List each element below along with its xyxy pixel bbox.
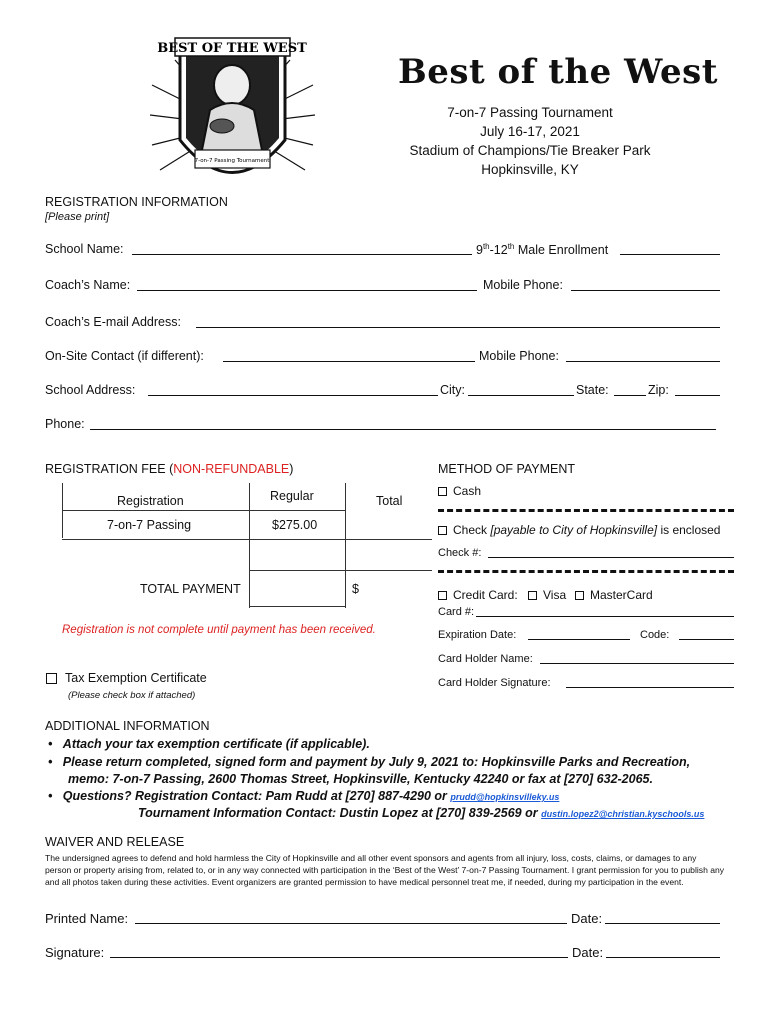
fee-table [62, 483, 432, 608]
mastercard-checkbox[interactable] [575, 591, 584, 600]
city-field[interactable] [468, 395, 574, 396]
coach-name-label: Coach’s Name: [45, 278, 131, 292]
signature-label: Signature: [45, 945, 105, 960]
code-label: Code: [640, 629, 670, 641]
tax-exemption-note: (Please check box if attached) [68, 690, 196, 701]
city-label: City: [440, 383, 465, 397]
mastercard-option[interactable]: MasterCard [575, 588, 653, 602]
bullet-2: • Please return completed, signed form and payment by July 9, 2021 to: Hopkinsville Parks and Recreation, [48, 755, 691, 769]
onsite-contact-label: On-Site Contact (if different): [45, 349, 204, 363]
credit-card-option[interactable]: Credit Card: [438, 588, 518, 602]
registration-subheading: [Please print] [45, 211, 110, 223]
header-line-4: Hopkinsville, KY [481, 162, 579, 177]
bullet-2-cont: memo: 7-on-7 Passing, 2600 Thomas Street, Hopkinsville, Kentucky 42240 or fax at [270] 632-2065. [68, 772, 653, 786]
tax-exemption-option[interactable]: Tax Exemption Certificate [46, 671, 207, 685]
fee-row-price: $275.00 [272, 518, 318, 532]
col-total: Total [376, 494, 403, 508]
visa-checkbox[interactable] [528, 591, 537, 600]
school-address-field[interactable] [148, 395, 438, 396]
zip-field[interactable] [675, 395, 720, 396]
waiver-heading: WAIVER AND RELEASE [45, 835, 185, 849]
date-2-label: Date: [572, 945, 604, 960]
credit-card-checkbox[interactable] [438, 591, 447, 600]
mobile-phone-label: Mobile Phone: [483, 278, 563, 292]
bullet-3-cont: Tournament Information Contact: Dustin Lopez at [270] 839-2569 or dustin.lopez2@christian.kyschools.us [138, 806, 705, 820]
signature-field[interactable] [110, 957, 568, 958]
col-regular: Regular [270, 489, 314, 503]
card-number-field[interactable] [476, 616, 734, 617]
date-1-field[interactable] [605, 923, 720, 924]
best-of-the-west-logo [150, 30, 315, 205]
school-name-label: School Name: [45, 242, 124, 256]
coach-name-field[interactable] [137, 290, 477, 291]
mobile-phone-2-label: Mobile Phone: [479, 349, 559, 363]
payment-heading: METHOD OF PAYMENT [438, 462, 576, 476]
expiration-field[interactable] [528, 639, 630, 640]
dashed-divider [438, 570, 734, 573]
code-field[interactable] [679, 639, 734, 640]
card-number-label: Card #: [438, 606, 475, 618]
holder-name-field[interactable] [540, 663, 734, 664]
header-line-1: 7-on-7 Passing Tournament [447, 105, 613, 120]
printed-name-label: Printed Name: [45, 911, 129, 926]
email-link-rudd[interactable]: prudd@hopkinsvilleky.us [450, 792, 560, 802]
school-name-field[interactable] [132, 254, 472, 255]
logo-title: BEST OF THE WEST [157, 41, 307, 56]
dashed-divider [438, 509, 734, 512]
check-option[interactable]: Check [payable to City of Hopkinsville] is enclosed [438, 523, 720, 537]
additional-heading: ADDITIONAL INFORMATION [45, 719, 210, 733]
mobile-phone-2-field[interactable] [566, 361, 720, 362]
check-number-label: Check #: [438, 547, 482, 559]
phone-field[interactable] [90, 429, 716, 430]
payment-notice: Registration is not complete until payment has been received. [62, 624, 376, 636]
enrollment-field[interactable] [620, 254, 720, 255]
zip-label: Zip: [648, 383, 669, 397]
phone-label: Phone: [45, 417, 85, 431]
tax-exemption-checkbox[interactable] [46, 673, 57, 684]
expiration-label: Expiration Date: [438, 629, 517, 641]
holder-signature-field[interactable] [566, 687, 734, 688]
check-checkbox[interactable] [438, 526, 447, 535]
cash-option[interactable]: Cash [438, 484, 481, 498]
total-dollar-sign: $ [352, 582, 359, 596]
registration-fee-heading: REGISTRATION FEE (NON-REFUNDABLE) [45, 462, 294, 476]
school-address-label: School Address: [45, 383, 136, 397]
visa-option[interactable]: Visa [528, 588, 566, 602]
printed-name-field[interactable] [135, 923, 567, 924]
coach-email-field[interactable] [196, 327, 720, 328]
fee-row-label: 7-on-7 Passing [107, 518, 192, 532]
col-registration: Registration [117, 494, 184, 508]
date-2-field[interactable] [606, 957, 720, 958]
email-link-lopez[interactable]: dustin.lopez2@christian.kyschools.us [541, 809, 705, 819]
header-line-3: Stadium of Champions/Tie Breaker Park [409, 143, 651, 158]
coach-email-label: Coach’s E-mail Address: [45, 315, 181, 329]
cash-checkbox[interactable] [438, 487, 447, 496]
header-line-2: July 16-17, 2021 [480, 124, 580, 139]
onsite-contact-field[interactable] [223, 361, 475, 362]
date-1-label: Date: [571, 911, 603, 926]
state-label: State: [576, 383, 609, 397]
page-title: Best of the West [398, 52, 718, 92]
logo-subtitle: 7-on-7 Passing Tournament [194, 158, 270, 164]
mobile-phone-field[interactable] [571, 290, 720, 291]
enrollment-label: 9th-12th Male Enrollment [476, 242, 609, 258]
check-number-field[interactable] [488, 557, 734, 558]
state-field[interactable] [614, 395, 646, 396]
holder-signature-label: Card Holder Signature: [438, 677, 551, 689]
waiver-text: The undersigned agrees to defend and hold harmless the City of Hopkinsville and all other event sponsors and agents from all injury, loss, costs, claims, or damages to any person or property arising from, related to, or in any way connected with participation in the ‘Best of the West’ 7-on-7 Passing Tournament. I grant permission for you to publish any and all photos taken during these activities. Event organizers are granted permission to have medical personnel treat me, if needed, during my participation in the event. [45, 853, 725, 887]
bullet-3: • Questions? Registration Contact: Pam Rudd at [270] 887-4290 or prudd@hopkinsvilleky.us [48, 789, 560, 803]
holder-name-label: Card Holder Name: [438, 653, 533, 665]
total-payment-label: TOTAL PAYMENT [140, 582, 241, 596]
registration-heading: REGISTRATION INFORMATION [45, 195, 228, 209]
bullet-1: • Attach your tax exemption certificate (if applicable). [48, 737, 370, 751]
